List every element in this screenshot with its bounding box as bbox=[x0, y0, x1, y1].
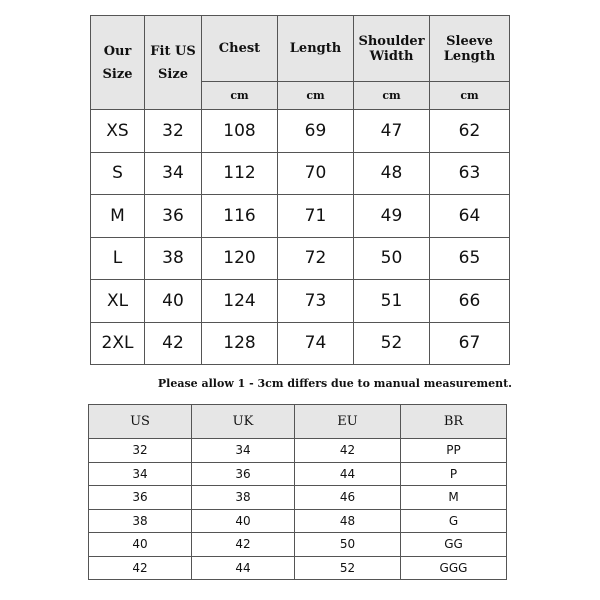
table-cell: 52 bbox=[354, 322, 430, 365]
table-cell: 116 bbox=[202, 195, 278, 238]
conversion-row bbox=[89, 533, 507, 557]
table-cell: 72 bbox=[278, 237, 354, 280]
unit-shoulder: cm bbox=[354, 82, 430, 110]
conversion-row bbox=[89, 556, 507, 580]
table-cell: 70 bbox=[278, 152, 354, 195]
table-cell: 47 bbox=[354, 110, 430, 153]
table-cell: GG bbox=[401, 533, 507, 557]
size-chart-row bbox=[91, 152, 510, 195]
conversion-header-row bbox=[89, 405, 507, 439]
unit-length: cm bbox=[278, 82, 354, 110]
table-cell: 69 bbox=[278, 110, 354, 153]
table-cell: 42 bbox=[145, 322, 202, 365]
table-cell: 32 bbox=[145, 110, 202, 153]
table-cell: GGG bbox=[401, 556, 507, 580]
table-cell: 38 bbox=[89, 509, 192, 533]
table-cell: S bbox=[91, 152, 145, 195]
table-cell: P bbox=[401, 462, 507, 486]
table-cell: 124 bbox=[202, 280, 278, 323]
table-cell: M bbox=[91, 195, 145, 238]
table-cell: 42 bbox=[192, 533, 295, 557]
table-cell: 40 bbox=[145, 280, 202, 323]
size-chart-row bbox=[91, 110, 510, 153]
size-chart-row bbox=[91, 280, 510, 323]
header-length: Length bbox=[278, 16, 354, 82]
size-chart-row bbox=[91, 195, 510, 238]
table-cell: 40 bbox=[192, 509, 295, 533]
table-cell: 64 bbox=[430, 195, 510, 238]
table-cell: 2XL bbox=[91, 322, 145, 365]
header-br: BR bbox=[401, 405, 507, 439]
table-cell: PP bbox=[401, 439, 507, 463]
table-cell: 48 bbox=[295, 509, 401, 533]
table-cell: 36 bbox=[145, 195, 202, 238]
table-cell: M bbox=[401, 486, 507, 510]
table-cell: 108 bbox=[202, 110, 278, 153]
table-cell: 52 bbox=[295, 556, 401, 580]
table-cell: 66 bbox=[430, 280, 510, 323]
table-cell: 44 bbox=[192, 556, 295, 580]
header-our-size: Our Size bbox=[91, 16, 145, 110]
size-chart-header-row bbox=[91, 16, 510, 82]
conversion-row bbox=[89, 439, 507, 463]
table-cell: L bbox=[91, 237, 145, 280]
table-cell: 63 bbox=[430, 152, 510, 195]
table-cell: 51 bbox=[354, 280, 430, 323]
table-cell: 67 bbox=[430, 322, 510, 365]
table-cell: 65 bbox=[430, 237, 510, 280]
table-cell: 36 bbox=[192, 462, 295, 486]
table-cell: 34 bbox=[192, 439, 295, 463]
size-conversion-table bbox=[88, 404, 507, 580]
conversion-row bbox=[89, 462, 507, 486]
unit-chest: cm bbox=[202, 82, 278, 110]
size-chart-row bbox=[91, 322, 510, 365]
table-cell: 62 bbox=[430, 110, 510, 153]
table-cell: 128 bbox=[202, 322, 278, 365]
header-eu: EU bbox=[295, 405, 401, 439]
size-chart-table bbox=[90, 15, 510, 365]
header-chest: Chest bbox=[202, 16, 278, 82]
conversion-row bbox=[89, 486, 507, 510]
table-cell: 42 bbox=[295, 439, 401, 463]
table-cell: 44 bbox=[295, 462, 401, 486]
unit-sleeve: cm bbox=[430, 82, 510, 110]
header-us: US bbox=[89, 405, 192, 439]
table-cell: 112 bbox=[202, 152, 278, 195]
table-cell: 32 bbox=[89, 439, 192, 463]
table-cell: 38 bbox=[192, 486, 295, 510]
conversion-row bbox=[89, 509, 507, 533]
table-cell: 74 bbox=[278, 322, 354, 365]
table-cell: 42 bbox=[89, 556, 192, 580]
table-cell: 38 bbox=[145, 237, 202, 280]
table-cell: 50 bbox=[295, 533, 401, 557]
table-cell: 73 bbox=[278, 280, 354, 323]
table-cell: 46 bbox=[295, 486, 401, 510]
table-cell: 48 bbox=[354, 152, 430, 195]
size-chart-row bbox=[91, 237, 510, 280]
table-cell: 49 bbox=[354, 195, 430, 238]
table-cell: 40 bbox=[89, 533, 192, 557]
table-cell: 36 bbox=[89, 486, 192, 510]
table-cell: 50 bbox=[354, 237, 430, 280]
header-sleeve-length: Sleeve Length bbox=[430, 16, 510, 82]
header-fit-us-size: Fit US Size bbox=[145, 16, 202, 110]
table-cell: 120 bbox=[202, 237, 278, 280]
table-cell: XS bbox=[91, 110, 145, 153]
measurement-note: Please allow 1 - 3cm differs due to manual measurement. bbox=[157, 377, 512, 390]
header-uk: UK bbox=[192, 405, 295, 439]
table-cell: 34 bbox=[145, 152, 202, 195]
table-cell: 34 bbox=[89, 462, 192, 486]
header-shoulder-width: Shoulder Width bbox=[354, 16, 430, 82]
table-cell: 71 bbox=[278, 195, 354, 238]
table-cell: G bbox=[401, 509, 507, 533]
table-cell: XL bbox=[91, 280, 145, 323]
